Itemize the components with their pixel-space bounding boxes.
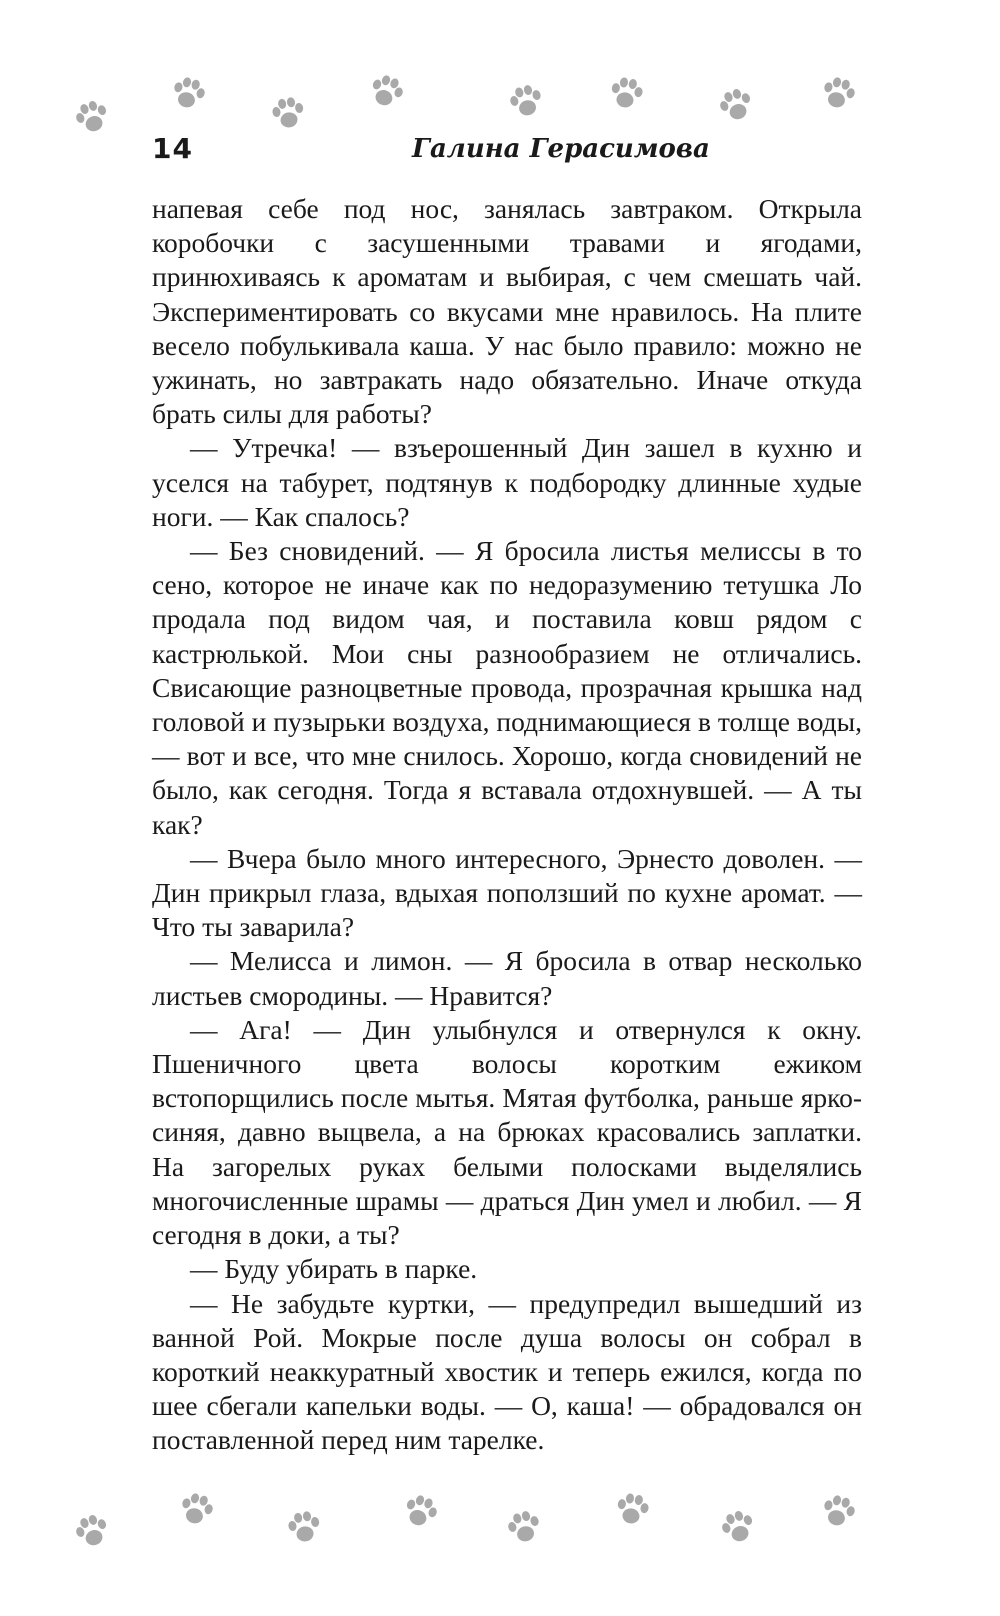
paw-print-icon bbox=[72, 98, 112, 138]
paw-print-icon bbox=[506, 82, 546, 122]
paw-print-icon bbox=[400, 1492, 440, 1532]
body-text bbox=[152, 192, 862, 1458]
paw-print-icon bbox=[818, 74, 858, 114]
paw-print-icon bbox=[504, 1508, 544, 1548]
page-number: 14 bbox=[152, 132, 193, 165]
paw-print-icon bbox=[176, 1490, 216, 1530]
page-header bbox=[152, 132, 872, 172]
paw-print-icon bbox=[72, 1512, 112, 1552]
paragraph: — Без сновидений. — Я бросила листья мелиссы в то сено, которое не иначе как по недоразумению тетушка Ло продала под видом чая, и поставила ковш рядом с кастрюлькой. Мои сны разнообразием не отличались. Свисающие разноцветные провода, прозрачная крышка над головой и пузырьки воздуха, поднимающиеся в толще воды, — вот и все, что мне снилось. Хорошо, когда сновидений не было, как сегодня. Тогда я вставала отдохнувшей. — А ты как? bbox=[152, 535, 862, 840]
paw-print-icon bbox=[284, 1508, 324, 1548]
paw-print-icon bbox=[366, 72, 406, 112]
paragraph: — Вчера было много интересного, Эрнесто доволен. — Дин прикрыл глаза, вдыхая поползший по кухне аромат. — Что ты заварила? bbox=[152, 842, 862, 943]
paw-print-icon bbox=[612, 1490, 652, 1530]
paw-print-icon bbox=[168, 74, 208, 114]
paragraph: — Мелисса и лимон. — Я бросила в отвар несколько листьев смородины. — Нравится? bbox=[152, 945, 862, 1011]
paragraph: напевая себе под нос, занялась завтраком. Открыла коробочки с засушенными травами и ягодами, принюхиваясь к ароматам и выбирая, с чем смешать чай. Экспериментировать со вкусами мне нравилось. На плите весело побулькивала каша. У нас было правило: можно не ужинать, но завтракать надо обязательно. Иначе откуда брать силы для работы? bbox=[152, 193, 862, 430]
paragraph: — Буду убирать в парке. bbox=[190, 1253, 478, 1285]
paw-print-icon bbox=[268, 94, 308, 134]
paw-print-icon bbox=[716, 86, 756, 126]
paragraph: — Утречка! — взъерошенный Дин зашел в кухню и уселся на табурет, подтянув к подбородку длинные худые ноги. — Как спалось? bbox=[152, 432, 862, 532]
paw-print-icon bbox=[606, 74, 646, 114]
paw-print-icon bbox=[718, 1508, 758, 1548]
paw-print-icon bbox=[818, 1492, 858, 1532]
running-title: Галина Герасимова bbox=[412, 134, 710, 164]
bottom-paw-decoration bbox=[0, 1488, 1000, 1568]
paragraph: — Ага! — Дин улыбнулся и отвернулся к окну. Пшеничного цвета волосы коротким ежиком встопорщились после мытья. Мятая футболка, раньше ярко-синяя, давно выцвела, а на брюках красовались заплатки. На загорелых руках белыми полосками выделялись многочисленные шрамы — драться Дин умел и любил. — Я сегодня в доки, а ты? bbox=[152, 1013, 862, 1251]
paragraph: — Не забудьте куртки, — предупредил вышедший из ванной Рой. Мокрые после душа волосы он собрал в короткий неаккуратный хвостик и теперь ежился, когда по шее сбегали капельки воды. — О, каша! — обрадовался он поставленной перед ним тарелке. bbox=[152, 1287, 862, 1456]
